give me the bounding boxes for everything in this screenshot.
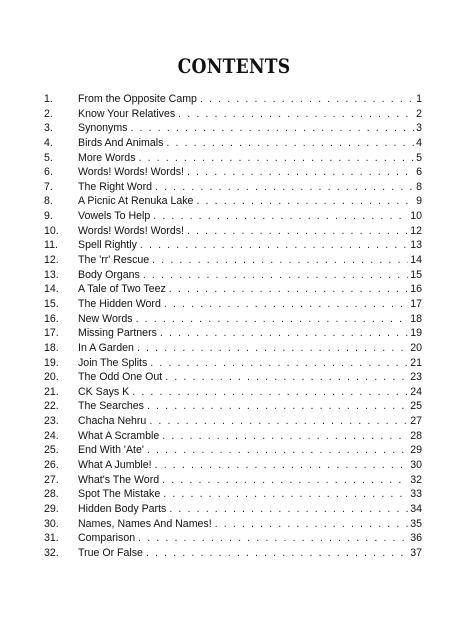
entry-number: 5. — [44, 151, 53, 164]
entry-title: The Odd One Out — [78, 371, 163, 384]
entry-title: Vowels To Help — [78, 210, 151, 223]
entry-line — [78, 238, 422, 253]
entry-line — [78, 253, 422, 268]
entry-number: 31. — [44, 532, 59, 545]
dot-leader — [215, 517, 409, 532]
toc-entry — [44, 297, 422, 312]
entry-page-number: 18 — [410, 312, 422, 325]
page-title: CONTENTS — [177, 54, 291, 78]
entry-number: 13. — [44, 268, 59, 281]
entry-line — [78, 224, 422, 239]
entry-number: 28. — [44, 488, 59, 501]
entry-number: 16. — [44, 312, 59, 325]
entry-page-number: 27 — [410, 415, 422, 428]
dot-leader — [196, 194, 414, 209]
dot-leader — [200, 92, 414, 107]
toc-entry — [44, 194, 422, 209]
dot-leader — [146, 546, 408, 561]
entry-number: 19. — [44, 356, 59, 369]
entry-title: The 'rr' Rescue — [78, 254, 150, 267]
entry-number: 32. — [44, 546, 59, 559]
entry-line — [78, 341, 422, 356]
toc-entry — [44, 487, 422, 502]
dot-leader — [166, 136, 414, 151]
entry-line — [78, 121, 422, 136]
toc-entry — [44, 92, 422, 107]
entry-title: The Right Word — [78, 180, 152, 193]
entry-page-number: 29 — [410, 444, 422, 457]
entry-number: 21. — [44, 385, 59, 398]
toc-entry — [44, 326, 422, 341]
toc-entry — [44, 341, 422, 356]
entry-title: Names, Names And Names! — [78, 517, 212, 530]
toc-entry — [44, 429, 422, 444]
entry-page-number: 8 — [416, 180, 422, 193]
dot-leader — [140, 238, 408, 253]
toc-entry — [44, 238, 422, 253]
entry-title: What A Scramble — [78, 429, 160, 442]
toc-entry — [44, 282, 422, 297]
table-of-contents — [44, 92, 422, 561]
entry-line — [78, 385, 422, 400]
dot-leader — [130, 121, 414, 136]
entry-line — [78, 151, 422, 166]
entry-number: 9. — [44, 210, 53, 223]
entry-page-number: 17 — [410, 297, 422, 310]
entry-number: 25. — [44, 444, 59, 457]
entry-line — [78, 165, 422, 180]
entry-title: What A Jumble! — [78, 459, 152, 472]
entry-line — [78, 546, 422, 561]
entry-page-number: 20 — [410, 341, 422, 354]
entry-title: Body Organs — [78, 268, 140, 281]
entry-title: Words! Words! Words! — [78, 224, 184, 237]
entry-page-number: 34 — [410, 502, 422, 515]
entry-number: 2. — [44, 107, 53, 120]
entry-number: 4. — [44, 136, 53, 149]
entry-number: 23. — [44, 415, 59, 428]
dot-leader — [143, 268, 408, 283]
entry-page-number: 1 — [416, 93, 422, 105]
dot-leader — [137, 341, 408, 356]
entry-number: 24. — [44, 429, 59, 442]
toc-entry — [44, 517, 422, 532]
entry-number: 7. — [44, 180, 53, 193]
dot-leader — [187, 165, 414, 180]
entry-title: True Or False — [78, 546, 143, 559]
entry-number: 3. — [44, 122, 53, 135]
dot-leader — [169, 282, 408, 297]
entry-page-number: 14 — [410, 254, 422, 267]
entry-line — [78, 473, 422, 488]
toc-entry — [44, 385, 422, 400]
entry-line — [78, 502, 422, 517]
entry-page-number: 4 — [416, 136, 422, 149]
toc-entry — [44, 312, 422, 327]
dot-leader — [178, 107, 414, 122]
entry-title: Chacha Nehru — [78, 415, 147, 428]
dot-leader — [138, 531, 408, 546]
dot-leader — [147, 443, 408, 458]
toc-entry — [44, 151, 422, 166]
entry-number: 14. — [44, 283, 59, 296]
toc-entry — [44, 458, 422, 473]
entry-title: Spell Rightly — [78, 239, 137, 252]
entry-number: 29. — [44, 502, 59, 515]
entry-page-number: 33 — [410, 488, 422, 501]
entry-line — [78, 107, 422, 122]
entry-title: From the Opposite Camp — [78, 93, 197, 105]
entry-line — [78, 180, 422, 195]
entry-page-number: 25 — [410, 400, 422, 413]
dot-leader — [187, 224, 408, 239]
entry-page-number: 6 — [416, 166, 422, 179]
entry-title: Hidden Body Parts — [78, 502, 167, 515]
entry-title: The Searches — [78, 400, 144, 413]
entry-page-number: 3 — [416, 122, 422, 135]
dot-leader — [153, 209, 408, 224]
toc-entry — [44, 356, 422, 371]
dot-leader — [155, 458, 409, 473]
entry-number: 22. — [44, 400, 59, 413]
entry-page-number: 2 — [416, 107, 422, 120]
entry-line — [78, 356, 422, 371]
entry-page-number: 13 — [410, 239, 422, 252]
toc-entry — [44, 209, 422, 224]
entry-number: 15. — [44, 297, 59, 310]
entry-number: 8. — [44, 195, 53, 208]
toc-entry — [44, 180, 422, 195]
entry-page-number: 19 — [410, 327, 422, 340]
entry-line — [78, 312, 422, 327]
entry-line — [78, 414, 422, 429]
entry-line — [78, 487, 422, 502]
dot-leader — [162, 473, 408, 488]
dot-leader — [169, 502, 408, 517]
entry-line — [78, 370, 422, 385]
entry-number: 27. — [44, 473, 59, 486]
entry-number: 18. — [44, 341, 59, 354]
toc-entry — [44, 546, 422, 561]
toc-entry — [44, 107, 422, 122]
dot-leader — [162, 429, 408, 444]
toc-entry — [44, 136, 422, 151]
dot-leader — [152, 253, 408, 268]
entry-page-number: 16 — [410, 283, 422, 296]
entry-line — [78, 209, 422, 224]
entry-page-number: 21 — [410, 356, 422, 369]
entry-page-number: 10 — [410, 210, 422, 223]
toc-entry — [44, 531, 422, 546]
entry-number: 26. — [44, 459, 59, 472]
entry-title: End With 'Ate' — [78, 444, 144, 457]
entry-title: CK Says K — [78, 385, 130, 398]
toc-entry — [44, 473, 422, 488]
entry-line — [78, 399, 422, 414]
entry-line — [78, 429, 422, 444]
entry-number: 17. — [44, 327, 59, 340]
toc-entry — [44, 443, 422, 458]
entry-title: Synonyms — [78, 122, 128, 135]
entry-title: The Hidden Word — [78, 297, 161, 310]
entry-title: Comparison — [78, 532, 136, 545]
entry-page-number: 12 — [410, 224, 422, 237]
entry-page-number: 36 — [410, 532, 422, 545]
toc-entry — [44, 121, 422, 136]
entry-title: In A Garden — [78, 341, 134, 354]
entry-number: 12. — [44, 254, 59, 267]
entry-title: More Words — [78, 151, 136, 164]
entry-page-number: 5 — [416, 151, 422, 164]
entry-line — [78, 268, 422, 283]
dot-leader — [147, 399, 408, 414]
entry-page-number: 35 — [410, 517, 422, 530]
dot-leader — [160, 326, 408, 341]
entry-line — [78, 517, 422, 532]
entry-line — [78, 136, 422, 151]
entry-title: Join The Splits — [78, 356, 148, 369]
entry-line — [78, 531, 422, 546]
toc-entry — [44, 224, 422, 239]
entry-page-number: 37 — [410, 546, 422, 559]
entry-number: 20. — [44, 371, 59, 384]
entry-page-number: 23 — [410, 371, 422, 384]
toc-entry — [44, 414, 422, 429]
entry-page-number: 24 — [410, 385, 422, 398]
entry-number: 30. — [44, 517, 59, 530]
toc-entry — [44, 399, 422, 414]
entry-title: What's The Word — [78, 473, 160, 486]
dot-leader — [149, 414, 408, 429]
entry-number: 6. — [44, 166, 53, 179]
entry-line — [78, 458, 422, 473]
toc-entry — [44, 502, 422, 517]
entry-line — [78, 297, 422, 312]
dot-leader — [139, 151, 415, 166]
dot-leader — [165, 370, 408, 385]
entry-line — [78, 443, 422, 458]
toc-entry — [44, 268, 422, 283]
entry-title: Know Your Relatives — [78, 107, 176, 120]
dot-leader — [136, 312, 409, 327]
entry-page-number: 15 — [410, 268, 422, 281]
entry-title: Spot The Mistake — [78, 488, 161, 501]
entry-line — [78, 194, 422, 209]
entry-line — [78, 326, 422, 341]
dot-leader — [163, 487, 408, 502]
entry-title: New Words — [78, 312, 133, 325]
entry-number: 1. — [44, 93, 53, 105]
entry-title: A Picnic At Renuka Lake — [78, 195, 194, 208]
entry-page-number: 32 — [410, 473, 422, 486]
entry-title: Birds And Animals — [78, 136, 164, 149]
entry-line — [78, 92, 422, 107]
toc-entry — [44, 370, 422, 385]
entry-title: Missing Partners — [78, 327, 157, 340]
toc-entry — [44, 253, 422, 268]
entry-title: A Tale of Two Teez — [78, 283, 166, 296]
toc-entry — [44, 165, 422, 180]
entry-page-number: 28 — [410, 429, 422, 442]
entry-title: Words! Words! Words! — [78, 166, 184, 179]
dot-leader — [164, 297, 408, 312]
entry-page-number: 9 — [416, 195, 422, 208]
entry-line — [78, 282, 422, 297]
dot-leader — [150, 356, 408, 371]
entry-page-number: 30 — [410, 459, 422, 472]
entry-number: 11. — [44, 239, 58, 252]
dot-leader — [155, 180, 414, 195]
entry-number: 10. — [44, 224, 59, 237]
dot-leader — [132, 385, 408, 400]
